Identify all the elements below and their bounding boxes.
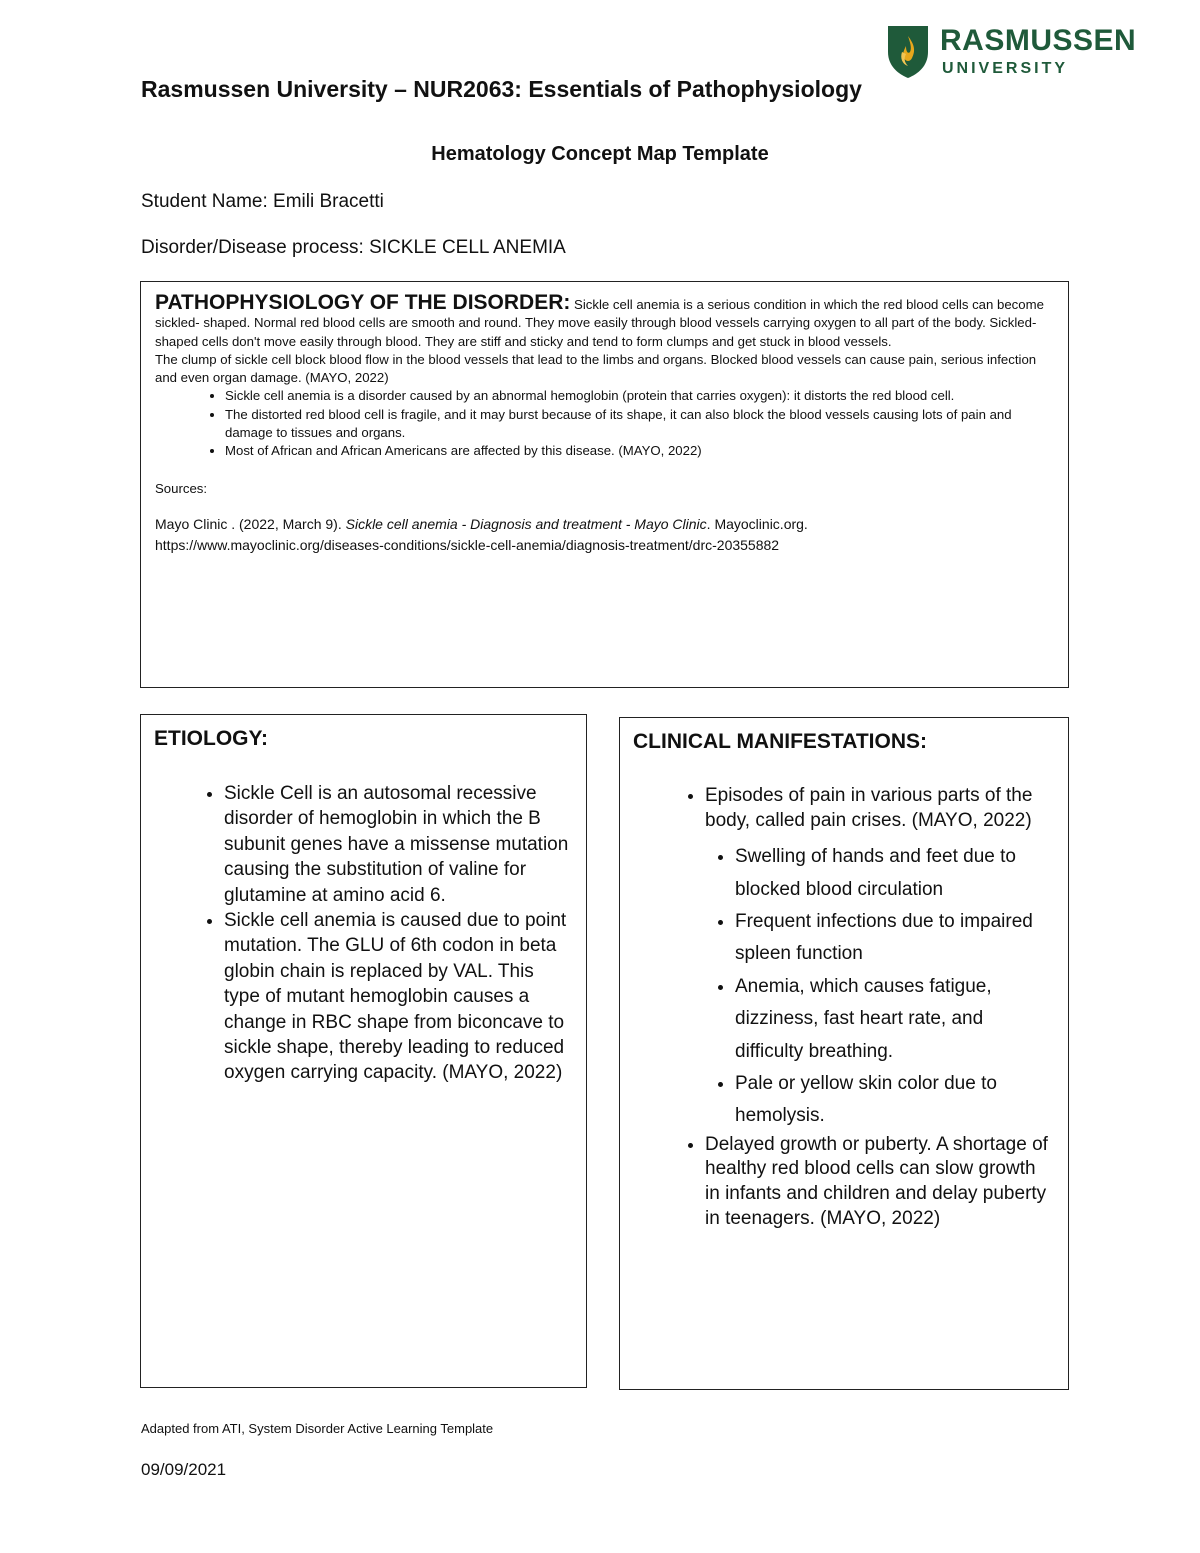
university-logo (884, 22, 1164, 82)
clinical-bullet-1: Episodes of pain in various parts of the body, called pain crises. (MAYO, 2022) (705, 785, 1033, 831)
list-item: • Sickle Cell is an autosomal recessive disorder of hemoglobin in which the B subunit genes have a missense mutation causing the substitution of valine for glutamine at amino acid 6. (224, 781, 573, 908)
list-item: • Sickle cell anemia is a disorder caused by an abnormal hemoglobin (protein that carries oxygen): it distorts the red blood cell. (225, 387, 1054, 405)
footer-adapted: Adapted from ATI, System Disorder Active Learning Template (141, 1421, 494, 1436)
list-item: • Most of African and African Americans are affected by this disease. (MAYO, 2022) (225, 442, 1054, 460)
disorder-line (141, 237, 566, 259)
citation-site: . Mayoclinic.org. (706, 515, 808, 532)
clinical-heading: CLINICAL MANIFESTATIONS: (633, 730, 927, 753)
disorder-value: SICKLE CELL ANEMIA (369, 237, 566, 258)
list-item: • Sickle cell anemia is caused due to point mutation. The GLU of 6th codon in beta globin chain is replaced by VAL. This type of mutant hemoglobin causes a change in RBC shape from biconcave to sickle shape, thereby leading to reduced oxygen carrying capacity. (MAYO, 2022) (224, 908, 573, 1086)
citation-title: Sickle cell anemia - Diagnosis and treatment - Mayo Clinic (345, 515, 707, 532)
list-item: • Pale or yellow skin color due to hemolysis. (735, 1068, 1055, 1133)
citation-url: https://www.mayoclinic.org/diseases-conditions/sickle-cell-anemia/diagnosis-treatment/drc-20355882 (155, 536, 780, 553)
clinical-sub-bullets (705, 841, 1055, 1133)
logo-subname: UNIVERSITY (942, 60, 1069, 77)
etiology-box (140, 714, 587, 1388)
citation (155, 514, 1054, 556)
clinical-manifestations-box (619, 717, 1069, 1390)
logo-name: RASMUSSEN (940, 24, 1137, 57)
clinical-bullets (633, 784, 1055, 1231)
pathophysiology-heading: PATHOPHYSIOLOGY OF THE DISORDER: (155, 291, 571, 314)
pathophysiology-intro (155, 291, 1054, 351)
pathophysiology-intro-text: Sickle cell anemia is a serious condition in which the red blood cells can become sickled- shaped. Normal red blood cells are smooth and round. They move easily through blood vessels carrying oxygen to all part of the body. Sickled- shaped cells don't move easily through blood. They are stiff and sticky and tend to form clumps and get stuck in blood vessels. (155, 297, 1044, 349)
sources-label: Sources: (155, 480, 208, 496)
template-title: Hematology Concept Map Template (431, 143, 769, 165)
list-item: • The distorted red blood cell is fragile, and it may burst because of its shape, it can also block the blood vessels causing lots of pain and damage to tissues and organs. (225, 406, 1054, 443)
list-item: • Swelling of hands and feet due to blocked blood circulation (735, 841, 1055, 906)
citation-author: Mayo Clinic . (2022, March 9). (155, 515, 346, 532)
student-name-value: Emili Bracetti (273, 191, 384, 212)
pathophysiology-bullets (155, 387, 1054, 460)
pathophysiology-box (140, 281, 1069, 688)
list-item: • Delayed growth or puberty. A shortage of healthy red blood cells can slow growth in infants and children and delay puberty in teenagers. (MAYO, 2022) (705, 1133, 1055, 1231)
list-item: • Anemia, which causes fatigue, dizziness, fast heart rate, and difficulty breathing. (735, 971, 1055, 1068)
page-title: Rasmussen University – NUR2063: Essentials of Pathophysiology (141, 76, 862, 102)
shield-flame-icon (884, 22, 932, 80)
student-name-label: Student Name: (141, 191, 268, 212)
disorder-label: Disorder/Disease process: (141, 237, 364, 258)
student-name-line (141, 191, 384, 213)
footer-date: 09/09/2021 (141, 1460, 227, 1479)
list-item: • Frequent infections due to impaired spleen function (735, 906, 1055, 971)
list-item (705, 784, 1055, 1133)
etiology-bullets (154, 781, 573, 1086)
etiology-heading: ETIOLOGY: (154, 727, 268, 750)
pathophysiology-para2: The clump of sickle cell block blood flow in the blood vessels that lead to the limbs and organs. Blocked blood vessels can cause pain, serious infection and even organ damage. (MAYO, 2022) (155, 351, 1037, 386)
